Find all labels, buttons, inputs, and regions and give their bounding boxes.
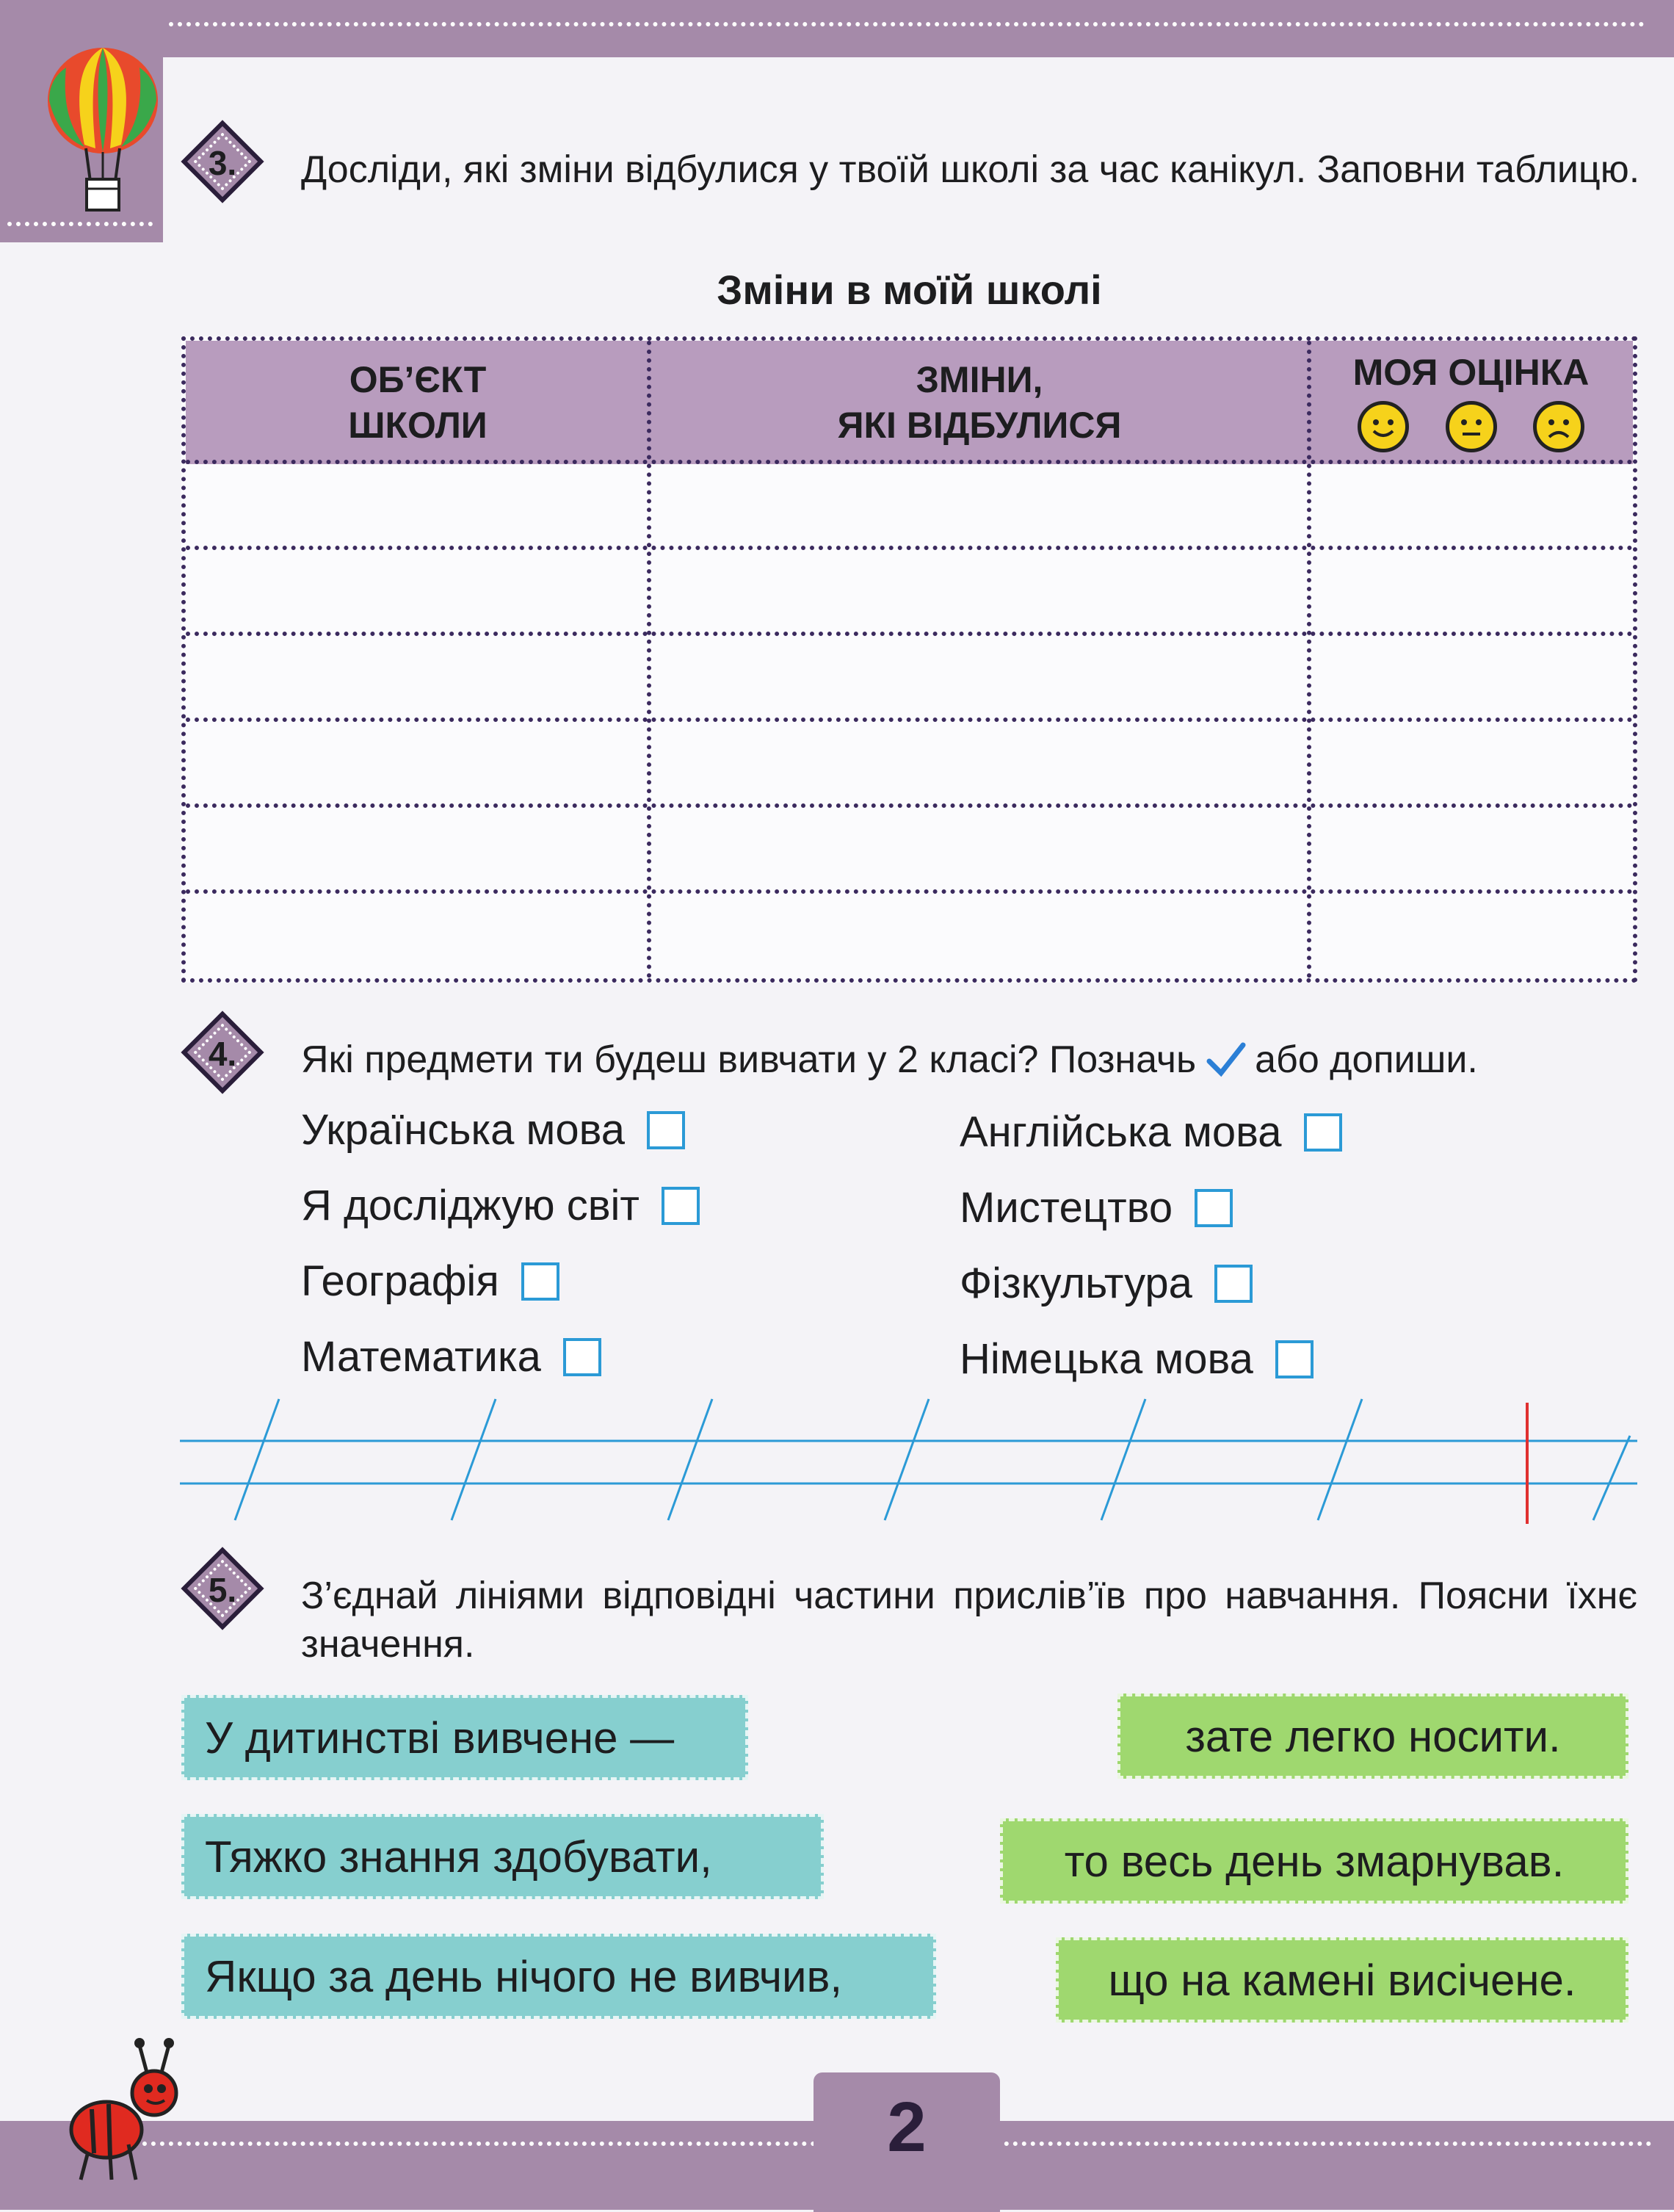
table-title: Зміни в моїй школі [717,267,1102,313]
row-divider [186,460,1633,464]
header-changes: ЗМІНИ, ЯКІ ВІДБУЛИСЯ [837,359,1122,446]
subject-checkbox[interactable] [1275,1340,1314,1378]
subject-item: Німецька мова [960,1334,1314,1384]
subject-item: Географія [301,1257,559,1306]
subject-checkbox[interactable] [647,1111,685,1149]
row-divider [186,889,1633,894]
task-3-instructions: Досліди, які зміни відбулися у твоїй школі за час канікул. Заповни таблицю. [301,148,1640,191]
subject-checkbox[interactable] [1304,1113,1342,1152]
column-divider [1307,341,1311,978]
task-5-marker: 5. [182,1548,263,1629]
subject-item: Математика [301,1332,601,1381]
hot-air-balloon-icon [40,46,165,214]
subject-item: Англійська мова [960,1107,1342,1157]
table-header [186,341,1633,464]
header-object: ОБ’ЄКТ ШКОЛИ [348,359,488,446]
smile-face-icon [1358,401,1409,452]
page-number: 2 [887,2088,927,2166]
row-divider [186,718,1633,722]
subject-item: Фізкультура [960,1259,1253,1308]
task-3-marker: 3. [182,121,263,202]
subject-item: Я досліджую світ [301,1181,700,1230]
subject-checkbox[interactable] [521,1262,559,1301]
proverb-start[interactable]: Тяжко знання здобувати, [181,1814,824,1899]
top-border [0,0,1674,57]
column-divider [647,341,651,978]
ant-mascot-icon [51,2034,198,2181]
proverb-end[interactable]: зате легко носити. [1117,1694,1628,1779]
proverb-start[interactable]: У дитинстві вивчене — [181,1695,748,1780]
task-4-marker: 4. [182,1012,263,1093]
header-rating: МОЯ ОЦІНКА [1309,341,1633,464]
neutral-face-icon [1446,401,1497,452]
checkmark-icon [1203,1039,1247,1080]
proverb-end[interactable]: то весь день змарнував. [1000,1818,1628,1904]
row-divider [186,546,1633,550]
task-5-instructions: З’єднай лініями відповідні частини прислів’їв про навчання. Поясни їхнє значення. [301,1575,1637,1666]
subject-checkbox[interactable] [1195,1189,1233,1227]
sad-face-icon [1533,401,1584,452]
subject-checkbox[interactable] [662,1187,700,1225]
row-divider [186,803,1633,808]
row-divider [186,632,1633,636]
proverb-end[interactable]: що на камені висічене. [1056,1937,1628,2023]
writing-line[interactable] [180,1395,1641,1528]
proverb-start[interactable]: Якщо за день нічого не вивчив, [181,1934,936,2019]
subject-checkbox[interactable] [563,1338,601,1376]
subject-item: Мистецтво [960,1183,1233,1232]
changes-table [181,336,1637,983]
subject-checkbox[interactable] [1214,1265,1253,1303]
task-4-instructions: Які предмети ти будеш вивчати у 2 класі? Позначь або допиши. [301,1038,1478,1081]
subject-item: Українська мова [301,1105,685,1154]
